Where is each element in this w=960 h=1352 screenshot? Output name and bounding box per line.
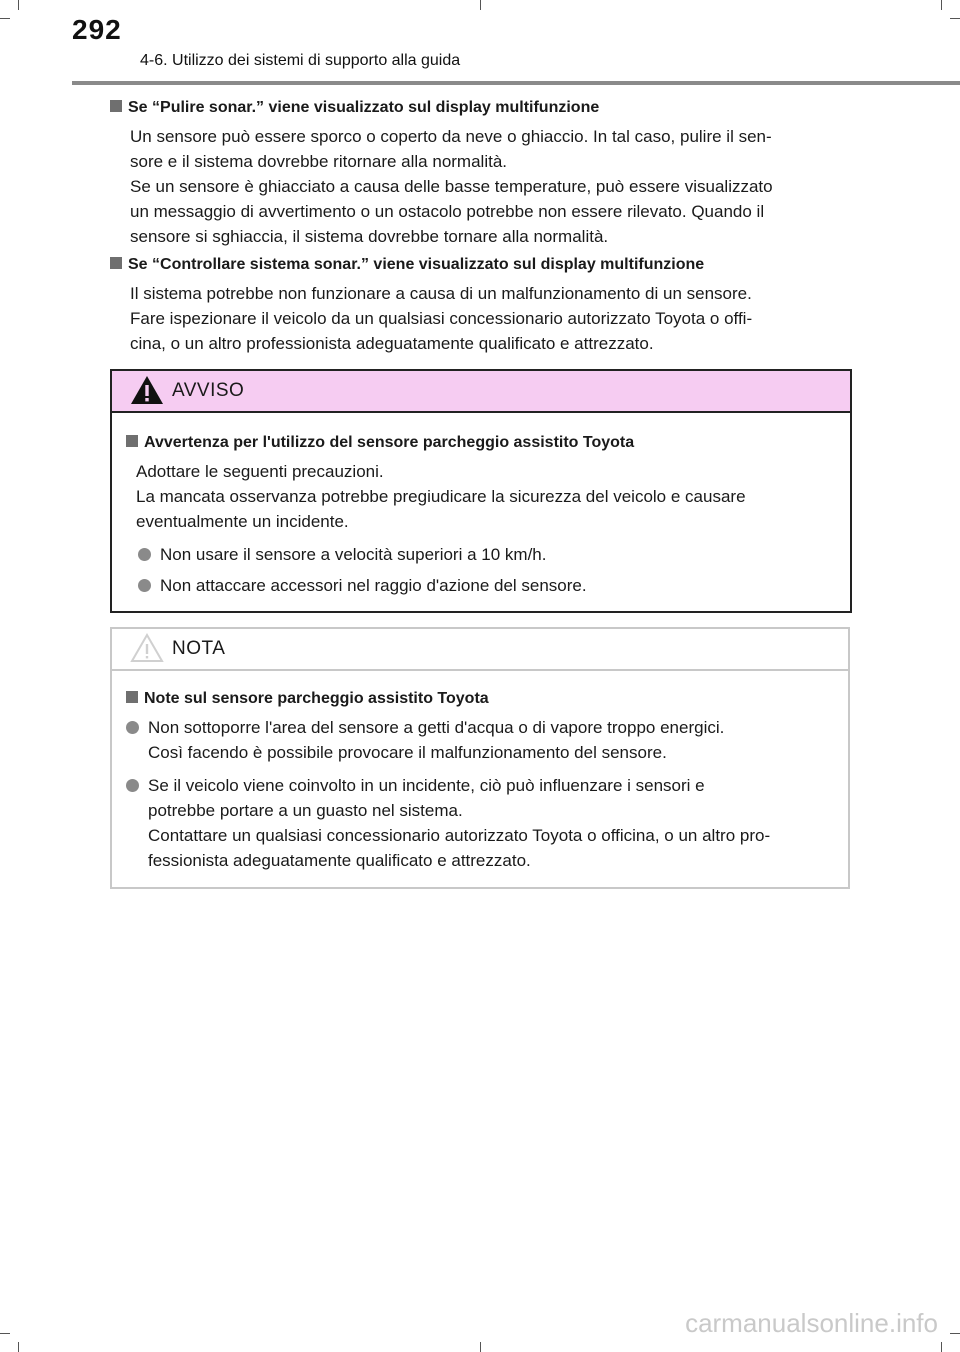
avviso-bullet (138, 542, 836, 567)
bullet-line: potrebbe portare a un guasto nel sistema. (148, 801, 463, 820)
avviso-body (112, 413, 850, 614)
chapter-title: 4-6. Utilizzo dei sistemi di supporto alla guida (140, 52, 461, 69)
section-title (110, 96, 850, 120)
avviso-title (126, 431, 836, 455)
square-bullet-icon (110, 100, 122, 112)
avviso-text (136, 459, 836, 534)
body-line: La mancata osservanza potrebbe pregiudicare la sicurezza del veicolo e causare (136, 487, 746, 506)
avviso-header (112, 371, 850, 413)
crop-mark (941, 1342, 942, 1352)
avviso-label: AVVISO (172, 380, 245, 401)
section-controllare-sistema (110, 253, 850, 356)
nota-header (112, 629, 848, 671)
square-bullet-icon (110, 257, 122, 269)
section-title-text: Se “Controllare sistema sonar.” viene visualizzato sul display multifunzione (128, 256, 705, 273)
body-line: sensore si sghiaccia, il sistema dovrebbe tornare alla normalità. (130, 227, 609, 246)
watermark: carmanualsonline.info (685, 1308, 938, 1338)
page-header (0, 0, 960, 90)
bullet-line: Così facendo è possibile provocare il malfunzionamento del sensore. (148, 743, 667, 762)
avviso-bullet (138, 573, 836, 598)
page-number: 292 (72, 14, 122, 45)
body-line: Fare ispezionare il veicolo da un qualsiasi concessionario autorizzato Toyota o offi- (130, 309, 753, 328)
section-pulire-sonar (110, 96, 850, 249)
nota-bullet (126, 773, 834, 873)
square-bullet-icon (126, 691, 138, 703)
body-line: Il sistema potrebbe non funzionare a causa di un malfunzionamento di un sensore. (130, 284, 752, 303)
body-line: cina, o un altro professionista adeguatamente qualificato e attrezzato. (130, 334, 654, 353)
section-title-text: Se “Pulire sonar.” viene visualizzato sul display multifunzione (128, 99, 600, 116)
nota-box (110, 627, 850, 889)
bullet-text: Non attaccare accessori nel raggio d'azione del sensore. (160, 576, 587, 595)
nota-body (112, 671, 848, 889)
bullet-dot-icon (138, 579, 151, 592)
avviso-title-text: Avvertenza per l'utilizzo del sensore parcheggio assistito Toyota (144, 434, 635, 451)
bullet-line: fessionista adeguatamente qualificato e attrezzato. (148, 851, 531, 870)
crop-mark (18, 1342, 19, 1352)
body-line: Un sensore può essere sporco o coperto da neve o ghiaccio. In tal caso, pulire il sen- (130, 127, 772, 146)
section-title (110, 253, 850, 277)
section-body (130, 281, 850, 356)
body-line: sore e il sistema dovrebbe ritornare alla normalità. (130, 152, 508, 171)
nota-bullet (126, 715, 834, 765)
warning-icon (130, 375, 164, 405)
crop-mark (480, 1342, 481, 1352)
crop-mark (950, 1333, 960, 1334)
body-line: eventualmente un incidente. (136, 512, 349, 531)
bullet-dot-icon (138, 548, 151, 561)
bullet-line: Non sottoporre l'area del sensore a getti d'acqua o di vapore troppo energici. (148, 718, 725, 737)
caution-outline-icon (130, 633, 164, 663)
section-body (130, 124, 850, 249)
header-rule (72, 81, 960, 85)
nota-title-text: Note sul sensore parcheggio assistito Toyota (144, 690, 489, 707)
square-bullet-icon (126, 435, 138, 447)
nota-title (126, 687, 834, 711)
bullet-line: Se il veicolo viene coinvolto in un incidente, ciò può influenzare i sensori e (148, 776, 705, 795)
body-line: un messaggio di avvertimento o un ostacolo potrebbe non essere rilevato. Quando il (130, 202, 765, 221)
bullet-line: Contattare un qualsiasi concessionario autorizzato Toyota o officina, o un altro pro- (148, 826, 771, 845)
body-line: Adottare le seguenti precauzioni. (136, 462, 384, 481)
avviso-box (110, 369, 852, 613)
crop-mark (0, 1333, 10, 1334)
bullet-dot-icon (126, 779, 139, 792)
bullet-dot-icon (126, 721, 139, 734)
body-line: Se un sensore è ghiacciato a causa delle basse temperature, può essere visualizzato (130, 177, 773, 196)
nota-label: NOTA (172, 638, 226, 659)
bullet-text: Non usare il sensore a velocità superiori a 10 km/h. (160, 545, 547, 564)
